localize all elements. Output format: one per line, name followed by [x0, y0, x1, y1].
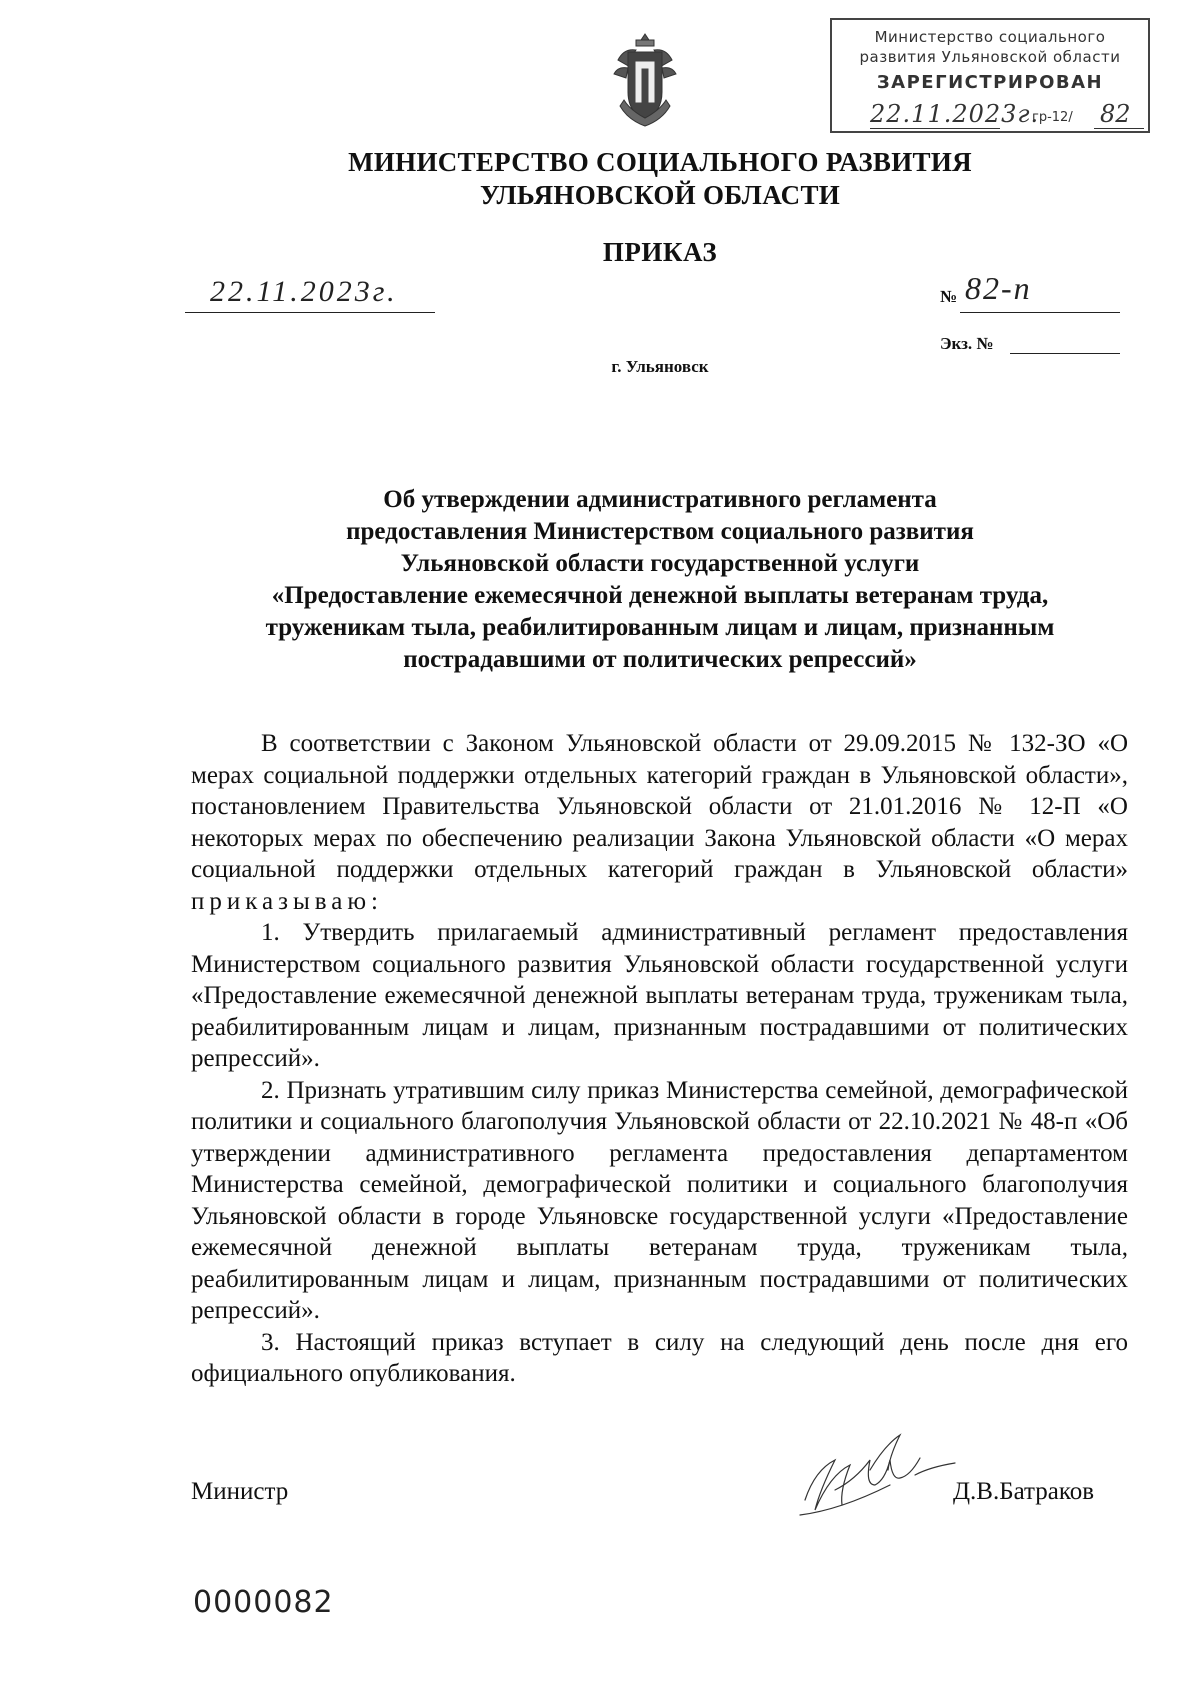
item-1: 1. Утвердить прилагаемый административный регламент предоставления Министерством социального развития Ульяновской области государственной услуги «Предоставление ежемесячной денежной выплаты ветеранам труда, труженикам тыла, реабилитированным лицам и лицам, признанным пострадавшими от политических репрессий». — [191, 919, 1128, 1072]
title-line: предоставления Министерством социального развития — [346, 518, 974, 545]
ministry-line1: МИНИСТЕРСТВО СОЦИАЛЬНОГО РАЗВИТИЯ — [348, 147, 972, 177]
signer-position: Министр — [191, 1478, 289, 1505]
ministry-name — [200, 146, 1120, 212]
order-date: 22.11.2023г. — [210, 275, 398, 308]
title-line: труженикам тыла, реабилитированным лицам и лицам, признанным — [265, 614, 1055, 641]
stamp-line2: развития Ульяновской области — [859, 48, 1121, 66]
stamp-reg-number: 82 — [1100, 100, 1131, 128]
title-line: «Предоставление ежемесячной денежной выплаты ветеранам труда, — [271, 582, 1049, 609]
stamp-number-underline — [1094, 128, 1144, 129]
city: г. Ульяновск — [611, 357, 709, 376]
stamp-reg-prefix: гр-12/ — [1032, 110, 1073, 125]
copy-label: Экз. № — [940, 334, 994, 353]
preamble-text: В соответствии с Законом Ульяновской области от 29.09.2015 № 132-ЗО «О мерах социальной поддержки отдельных категорий граждан в Ульяновской области», постановлением Правительства Ульяновской области от 21.01.2016 № 12-П «О некоторых мерах по обеспечению реализации Закона Ульяновской области «О мерах социальной поддержки отдельных категорий граждан в Ульяновской области» — [191, 730, 1128, 883]
title-line: пострадавшими от политических репрессий» — [403, 646, 917, 673]
prikazyvayu-word: приказываю: — [191, 887, 383, 915]
stamp-date: 22.11.2023г. — [870, 100, 1040, 128]
coat-of-arms-emblem — [610, 30, 680, 130]
order-number: 82-п — [965, 270, 1032, 306]
signer-name: Д.В.Батраков — [953, 1478, 1095, 1505]
preamble-paragraph — [191, 728, 1128, 917]
document-number: 0000082 — [193, 1585, 334, 1620]
ministry-line2: УЛЬЯНОВСКОЙ ОБЛАСТИ — [479, 180, 841, 210]
stamp-registered: ЗАРЕГИСТРИРОВАН — [876, 72, 1104, 93]
stamp-line1: Министерство социального — [874, 28, 1106, 46]
number-underline — [960, 312, 1120, 313]
number-label: № — [940, 287, 958, 306]
title-line: Ульяновской области государственной услуги — [400, 550, 920, 577]
stamp-date-underline — [870, 128, 1000, 129]
document-title — [200, 484, 1120, 676]
document-body — [191, 728, 1128, 1390]
order-title: ПРИКАЗ — [602, 237, 718, 267]
copy-underline — [1010, 353, 1120, 354]
signature-image — [795, 1430, 965, 1525]
date-underline — [185, 312, 435, 313]
item-3: 3. Настоящий приказ вступает в силу на следующий день после дня его официального опубликования. — [191, 1328, 1128, 1387]
item-2: 2. Признать утратившим силу приказ Министерства семейной, демографической политики и социального благополучия Ульяновской области от 22.10.2021 № 48-п «Об утверждении административного регламента предоставления департаментом Министерства семейной, демографической политики и социального благополучия Ульяновской области в городе Ульяновске государственной услуги «Предоставление ежемесячной денежной выплаты ветеранам труда, труженикам тыла, реабилитированным лицам и лицам, признанным пострадавшими от политических репрессий». — [191, 1076, 1128, 1324]
registration-stamp — [830, 18, 1150, 133]
title-line: Об утверждении административного регламента — [383, 486, 937, 513]
